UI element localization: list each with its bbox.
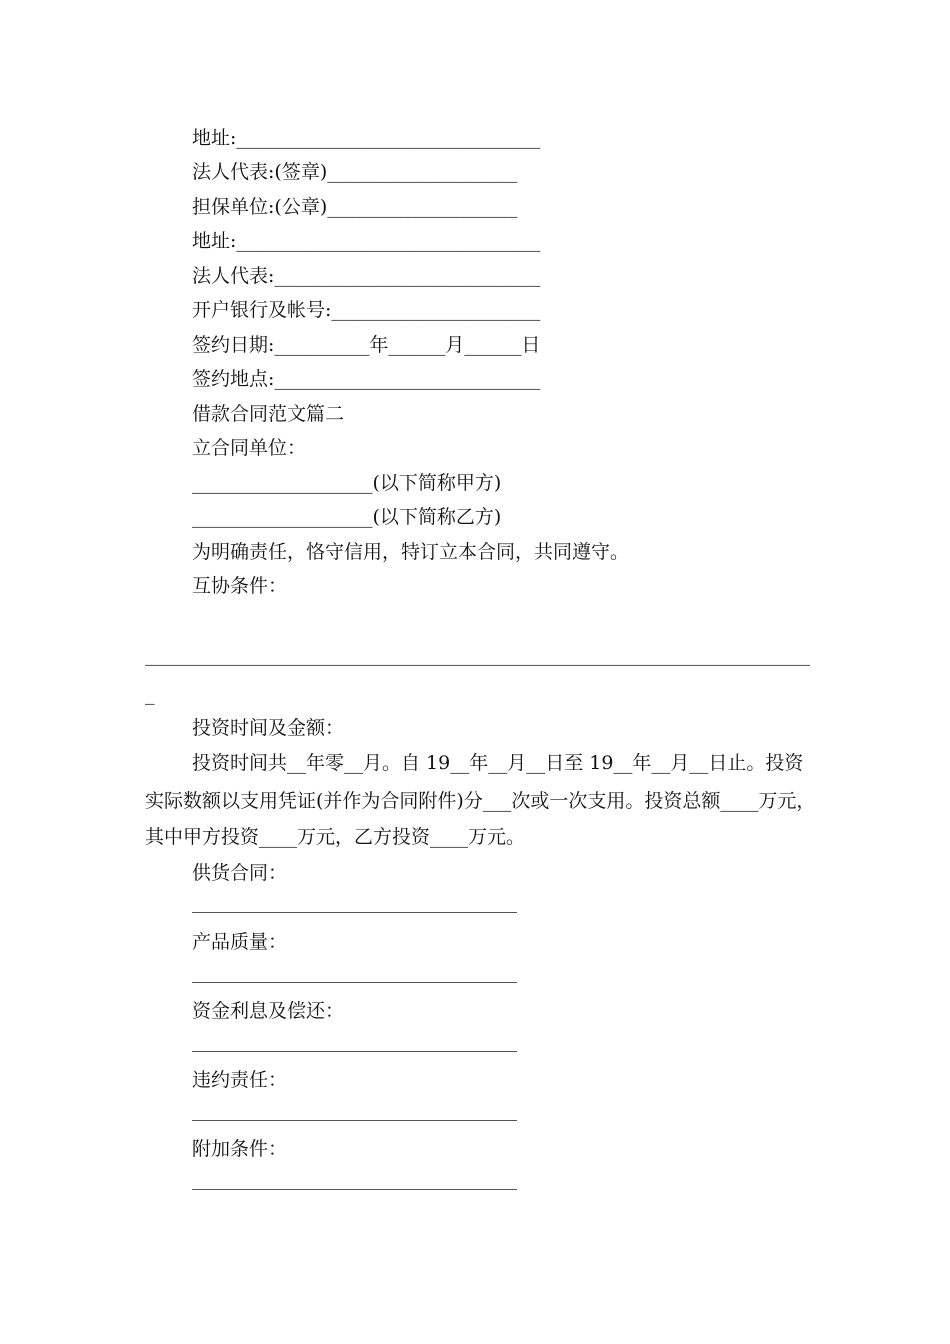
clause-blank-rule	[192, 1120, 517, 1121]
investment-text-line-2: 实际数额以支用凭证(并作为合同附件)分___次或一次支用。投资总额____万元，	[145, 790, 816, 812]
clause-additional: 附加条件：	[192, 1138, 288, 1160]
investment-label: 投资时间及金额：	[192, 717, 345, 739]
parties-label: 立合同单位：	[192, 437, 307, 459]
clause-blank-rule	[192, 912, 517, 913]
bank-account-field: 开户银行及帐号:______________________	[192, 299, 541, 321]
long-blank-line: ______________________________________________________________________	[145, 644, 810, 666]
mutual-terms-label: 互协条件：	[192, 575, 288, 597]
section-title: 借款合同范文篇二	[192, 403, 345, 425]
clause-product-quality: 产品质量：	[192, 931, 288, 953]
address-field-1: 地址:________________________________	[192, 127, 541, 149]
stub-blank-line: _	[145, 683, 155, 705]
legal-rep-seal-field: 法人代表:(签章)____________________	[192, 161, 518, 183]
party-a-line: ___________________(以下简称甲方)	[192, 472, 502, 494]
address-field-2: 地址:________________________________	[192, 230, 541, 252]
guarantor-seal-field: 担保单位:(公章)____________________	[192, 196, 518, 218]
investment-text-line-3: 其中甲方投资____万元，乙方投资____万元。	[145, 826, 526, 848]
party-b-line: ___________________(以下简称乙方)	[192, 506, 502, 528]
clause-blank-rule	[192, 982, 517, 983]
legal-rep-field: 法人代表:____________________________	[192, 265, 541, 287]
clause-blank-rule	[192, 1051, 517, 1052]
clause-supply-contract: 供货合同：	[192, 862, 288, 884]
clause-interest-repayment: 资金利息及偿还：	[192, 1000, 345, 1022]
clause-liability: 违约责任：	[192, 1069, 288, 1091]
preamble: 为明确责任，恪守信用，特订立本合同，共同遵守。	[192, 541, 630, 563]
signing-place-field: 签约地点:____________________________	[192, 368, 541, 390]
investment-text-line-1: 投资时间共__年零__月。自 19__年__月__日至 19__年__月__日止。投资	[192, 752, 804, 774]
signing-date-field: 签约日期:__________年______月______日	[192, 334, 541, 356]
clause-blank-rule	[192, 1189, 517, 1190]
